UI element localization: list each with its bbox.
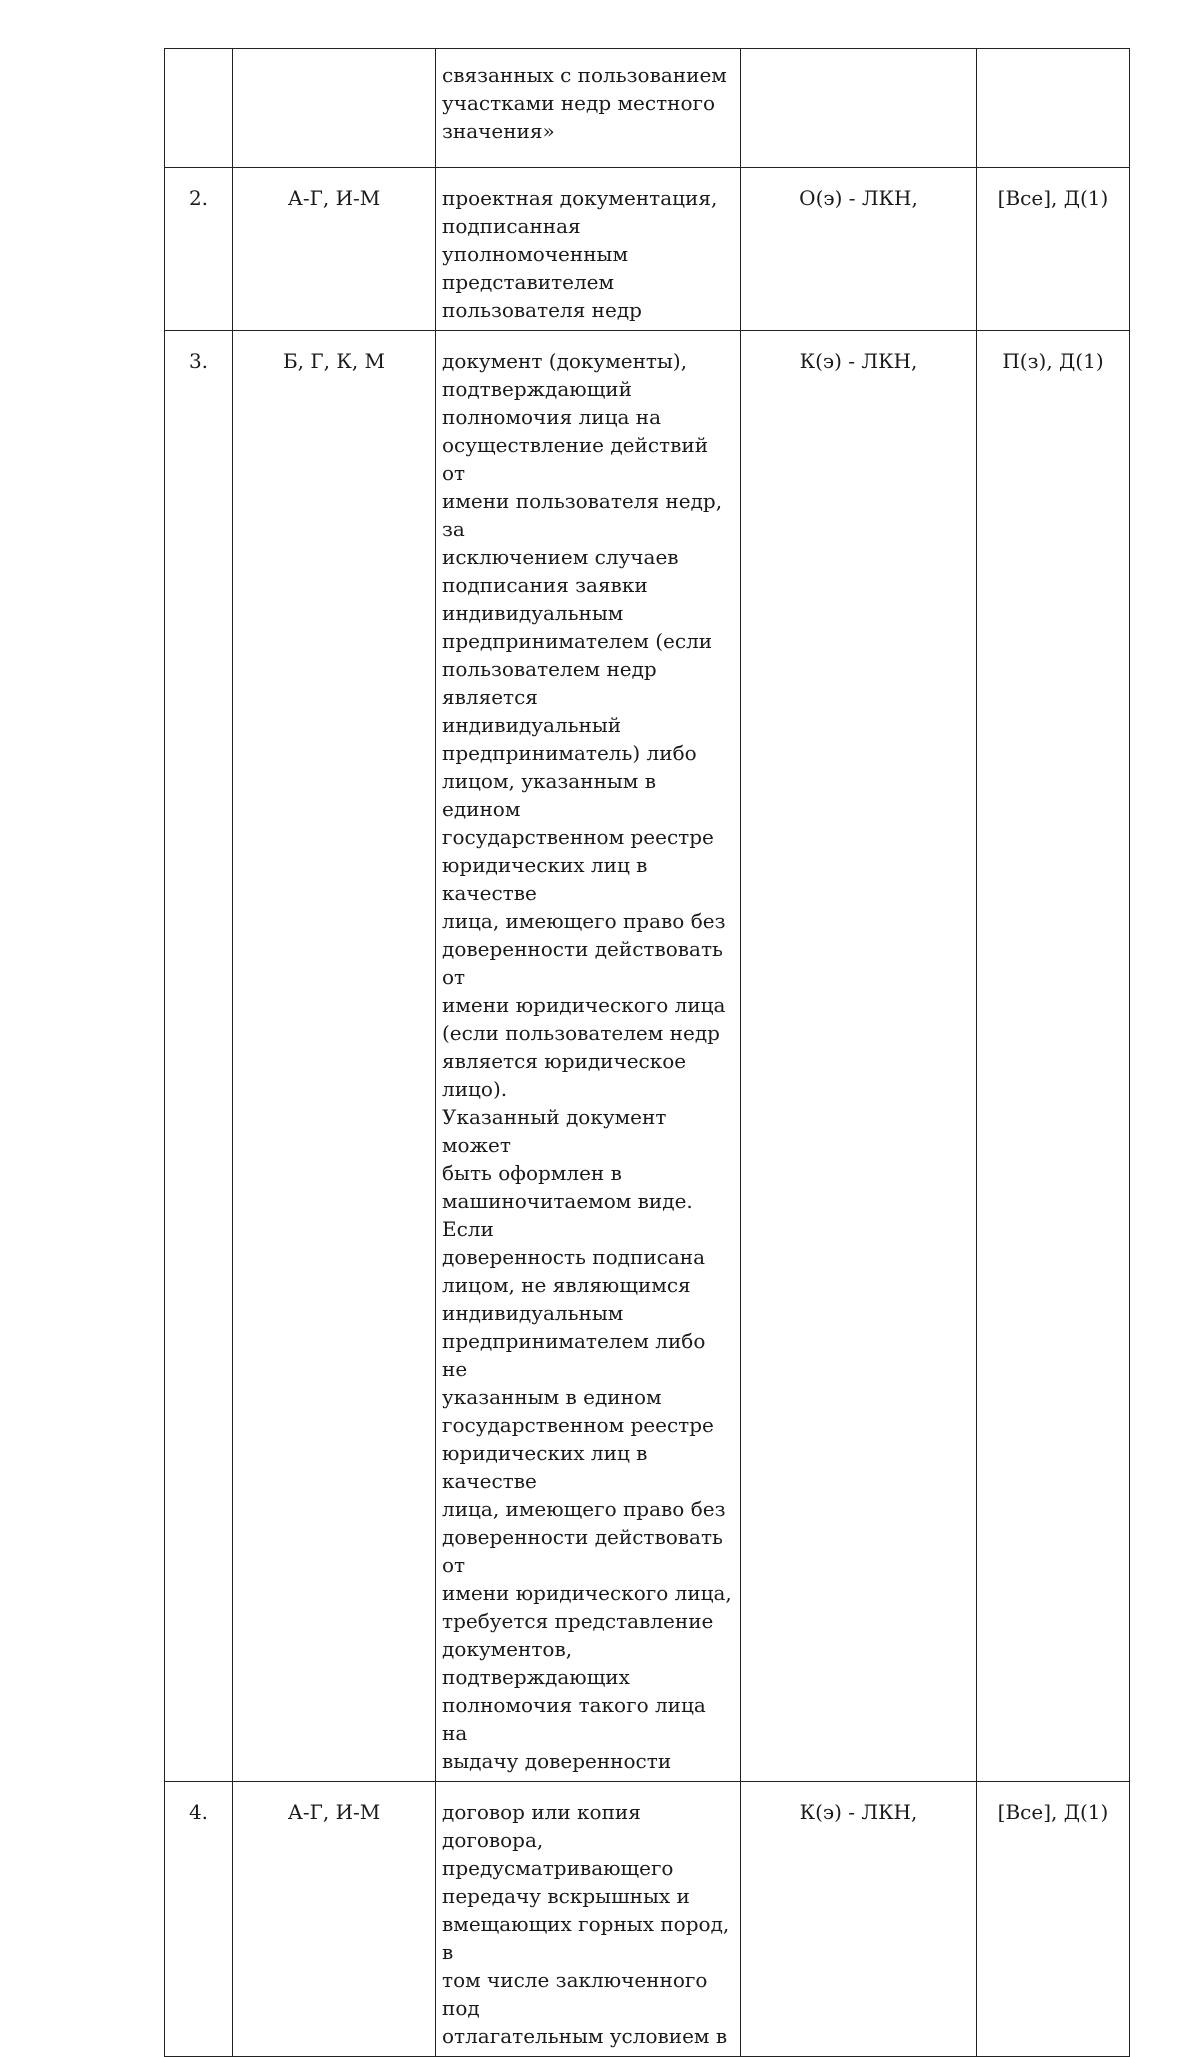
row-form-cell: О(э) - ЛКН, <box>741 168 977 331</box>
table-row <box>165 49 1130 168</box>
row-letters-cell: Б, Г, К, М <box>233 331 436 1782</box>
row-document-cell <box>436 1782 741 2057</box>
document-text: документ (документы), подтверждающий полномочия лица на осуществление действий от имени пользователя недр, за исключением случаев подписания заявки индивидуальным предпринимателем (если пользователем недр является индивидуальный предприниматель) либо лицом, указанным в едином государственном реестре юридических лиц в качестве лица, имеющего право без доверенности действовать от имени юридического лица (если пользователем недр является юридическое лицо). Указанный документ может быть оформлен в машиночитаемом виде. Если доверенность подписана лицом, не являющимся индивидуальным предпринимателем либо не указанным в едином государственном реестре юридических лиц в качестве лица, имеющего право без доверенности действовать от имени юридического лица, требуется представление документов, подтверждающих полномочия такого лица на выдачу доверенности <box>442 349 732 1773</box>
document-text: договор или копия договора, предусматривающего передачу вскрышных и вмещающих горных пород, в том числе заключенного под отлагательным условием в <box>442 1800 730 2048</box>
row-document-cell <box>436 168 741 331</box>
row-form-cell: К(э) - ЛКН, <box>741 331 977 1782</box>
row-document-cell <box>436 331 741 1782</box>
table-row <box>165 168 1130 331</box>
row-form-cell: К(э) - ЛКН, <box>741 1782 977 2057</box>
table-row <box>165 331 1130 1782</box>
row-number-cell: 2. <box>165 168 233 331</box>
row-mode-cell: П(з), Д(1) <box>977 331 1130 1782</box>
row-number-cell: 3. <box>165 331 233 1782</box>
row-number-cell: 4. <box>165 1782 233 2057</box>
row-form-cell <box>741 49 977 168</box>
requirements-table <box>164 48 1130 2057</box>
row-letters-cell: А-Г, И-М <box>233 1782 436 2057</box>
row-mode-cell <box>977 49 1130 168</box>
row-letters-cell: А-Г, И-М <box>233 168 436 331</box>
document-text: связанных с пользованием участками недр местного значения» <box>442 63 727 143</box>
row-document-cell <box>436 49 741 168</box>
document-text: проектная документация, подписанная уполномоченным представителем пользователя недр <box>442 186 718 322</box>
table-row <box>165 1782 1130 2057</box>
row-number-cell <box>165 49 233 168</box>
row-mode-cell: [Все], Д(1) <box>977 168 1130 331</box>
row-letters-cell <box>233 49 436 168</box>
row-mode-cell: [Все], Д(1) <box>977 1782 1130 2057</box>
